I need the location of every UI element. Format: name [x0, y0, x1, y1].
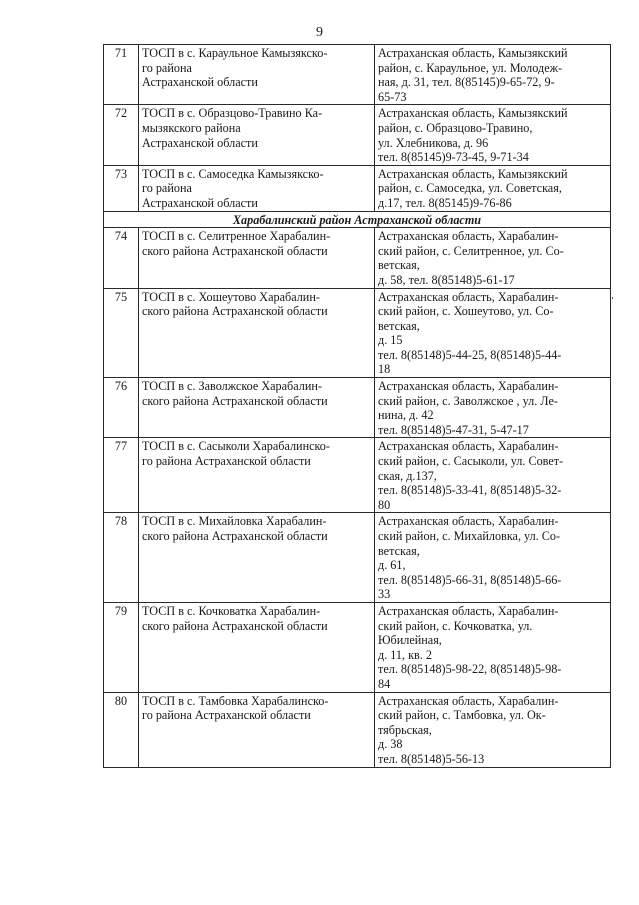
- address-line: 33: [378, 587, 391, 602]
- address-line: ский район, с. Селитренное, ул. Со-: [378, 243, 564, 258]
- address-cell: [375, 692, 611, 767]
- organization-line: го района: [142, 60, 192, 75]
- address-line: Астраханская область, Харабалин-: [378, 603, 559, 618]
- address-line: Астраханская область, Харабалин-: [378, 693, 559, 708]
- address-line: ная, д. 31, тел. 8(85145)9-65-72, 9-: [378, 75, 555, 90]
- address-cell: [375, 513, 611, 603]
- organization-cell: [139, 165, 375, 211]
- organization-line: го района Астраханской области: [142, 708, 311, 723]
- organization-cell: [139, 288, 375, 378]
- address-line: Астраханская область, Харабалин-: [378, 379, 559, 394]
- organization-line: ТОСП в с. Михайловка Харабалин-: [142, 514, 327, 529]
- address-line: Астраханская область, Камызякский: [378, 46, 568, 60]
- address-cell: [375, 438, 611, 513]
- table-row: [104, 105, 611, 165]
- organization-cell: [139, 378, 375, 438]
- address-line: д. 11, кв. 2: [378, 647, 432, 662]
- address-line: 80: [378, 497, 391, 512]
- organization-cell: [139, 692, 375, 767]
- organization-line: Астраханской области: [142, 75, 258, 90]
- row-number: 74: [104, 228, 139, 288]
- table-row: [104, 45, 611, 105]
- address-cell: [375, 288, 611, 378]
- row-number: 75: [104, 288, 139, 378]
- organization-cell: [139, 438, 375, 513]
- organization-line: ТОСП в с. Селитренное Харабалин-: [142, 229, 331, 244]
- address-line: д. 38: [378, 737, 403, 752]
- organization-line: Астраханской области: [142, 135, 258, 150]
- address-cell: [375, 378, 611, 438]
- organization-line: ТОСП в с. Заволжское Харабалин-: [142, 379, 322, 394]
- address-line: ветская,: [378, 318, 420, 333]
- organization-cell: [139, 105, 375, 165]
- address-line: ул. Хлебникова, д. 96: [378, 135, 489, 150]
- address-line: нина, д. 42: [378, 408, 434, 423]
- address-line: ский район, с. Тамбовка, ул. Ок-: [378, 708, 546, 723]
- organization-line: ского района Астраханской области: [142, 393, 328, 408]
- registry-table: [103, 44, 611, 768]
- address-line: тябрьская,: [378, 722, 432, 737]
- organization-line: ТОСП в с. Самоседка Камызякско-: [142, 166, 324, 181]
- address-line: 18: [378, 362, 391, 377]
- organization-line: Астраханской области: [142, 195, 258, 210]
- row-number: 77: [104, 438, 139, 513]
- organization-line: го района Астраханской области: [142, 454, 311, 469]
- address-line: тел. 8(85148)5-33-41, 8(85148)5-32-: [378, 483, 562, 498]
- row-number: 79: [104, 602, 139, 692]
- organization-line: го района: [142, 181, 192, 196]
- address-line: район, с. Самоседка, ул. Советская,: [378, 181, 562, 196]
- row-number: 71: [104, 45, 139, 105]
- address-line: д. 58, тел. 8(85148)5-61-17: [378, 272, 515, 287]
- organization-line: ского района Астраханской области: [142, 304, 328, 319]
- address-line: тел. 8(85148)5-56-13: [378, 751, 485, 766]
- address-line: д. 61,: [378, 558, 406, 573]
- organization-line: ского района Астраханской области: [142, 243, 328, 258]
- address-cell: [375, 228, 611, 288]
- scan-mark: [612, 297, 613, 299]
- address-line: ская, д.137,: [378, 468, 437, 483]
- address-cell: [375, 165, 611, 211]
- organization-line: ТОСП в с. Сасыколи Харабалинско-: [142, 439, 330, 454]
- address-line: 84: [378, 676, 391, 691]
- address-line: Астраханская область, Харабалин-: [378, 229, 559, 244]
- organization-line: ского района Астраханской области: [142, 618, 328, 633]
- row-number: 73: [104, 165, 139, 211]
- organization-line: ТОСП в с. Образцово-Травино Ка-: [142, 106, 323, 121]
- address-line: ский район, с. Хошеутово, ул. Со-: [378, 304, 554, 319]
- address-line: ский район, с. Сасыколи, ул. Совет-: [378, 454, 564, 469]
- address-line: Астраханская область, Харабалин-: [378, 439, 559, 454]
- section-header-row: [104, 211, 611, 228]
- address-line: Астраханская область, Камызякский: [378, 166, 568, 181]
- address-line: Астраханская область, Камызякский: [378, 106, 568, 121]
- organization-cell: [139, 45, 375, 105]
- registry-table-body: [104, 45, 611, 768]
- address-line: район, с. Караульное, ул. Молодеж-: [378, 60, 563, 75]
- table-row: [104, 288, 611, 378]
- address-line: 65-73: [378, 89, 407, 104]
- table-row: [104, 692, 611, 767]
- organization-line: ТОСП в с. Караульное Камызякско-: [142, 46, 328, 60]
- address-line: тел. 8(85148)5-44-25, 8(85148)5-44-: [378, 347, 562, 362]
- address-cell: [375, 602, 611, 692]
- row-number: 72: [104, 105, 139, 165]
- address-cell: [375, 45, 611, 105]
- row-number: 78: [104, 513, 139, 603]
- address-line: ский район, с. Михайловка, ул. Со-: [378, 529, 561, 543]
- address-line: тел. 8(85148)5-47-31, 5-47-17: [378, 422, 529, 437]
- page-number: 9: [316, 25, 323, 40]
- table-row: [104, 438, 611, 513]
- address-line: д. 15: [378, 333, 403, 348]
- address-line: Юбилейная,: [378, 633, 442, 648]
- address-line: д.17, тел. 8(85145)9-76-86: [378, 195, 512, 210]
- address-line: район, с. Образцово-Травино,: [378, 120, 533, 135]
- organization-cell: [139, 513, 375, 603]
- address-line: ский район, с. Заволжское , ул. Ле-: [378, 393, 558, 408]
- address-line: Астраханская область, Харабалин-: [378, 514, 559, 529]
- address-line: ский район, с. Кочковатка, ул.: [378, 618, 533, 633]
- table-row: [104, 602, 611, 692]
- address-line: тел. 8(85148)5-66-31, 8(85148)5-66-: [378, 572, 562, 587]
- address-line: ветская,: [378, 543, 420, 558]
- address-line: тел. 8(85148)5-98-22, 8(85148)5-98-: [378, 662, 562, 677]
- organization-line: ского района Астраханской области: [142, 529, 328, 543]
- address-cell: [375, 105, 611, 165]
- table-row: [104, 165, 611, 211]
- row-number: 80: [104, 692, 139, 767]
- section-title: Харабалинский район Астраханской области: [104, 211, 611, 228]
- table-row: [104, 513, 611, 603]
- table-row: [104, 228, 611, 288]
- address-line: ветская,: [378, 258, 420, 273]
- table-row: [104, 378, 611, 438]
- organization-line: мызякского района: [142, 120, 241, 135]
- organization-line: ТОСП в с. Тамбовка Харабалинско-: [142, 693, 329, 708]
- address-line: тел. 8(85145)9-73-45, 9-71-34: [378, 150, 529, 165]
- organization-line: ТОСП в с. Кочковатка Харабалин-: [142, 603, 321, 618]
- row-number: 76: [104, 378, 139, 438]
- organization-line: ТОСП в с. Хошеутово Харабалин-: [142, 289, 320, 304]
- organization-cell: [139, 602, 375, 692]
- organization-cell: [139, 228, 375, 288]
- address-line: Астраханская область, Харабалин-: [378, 289, 559, 304]
